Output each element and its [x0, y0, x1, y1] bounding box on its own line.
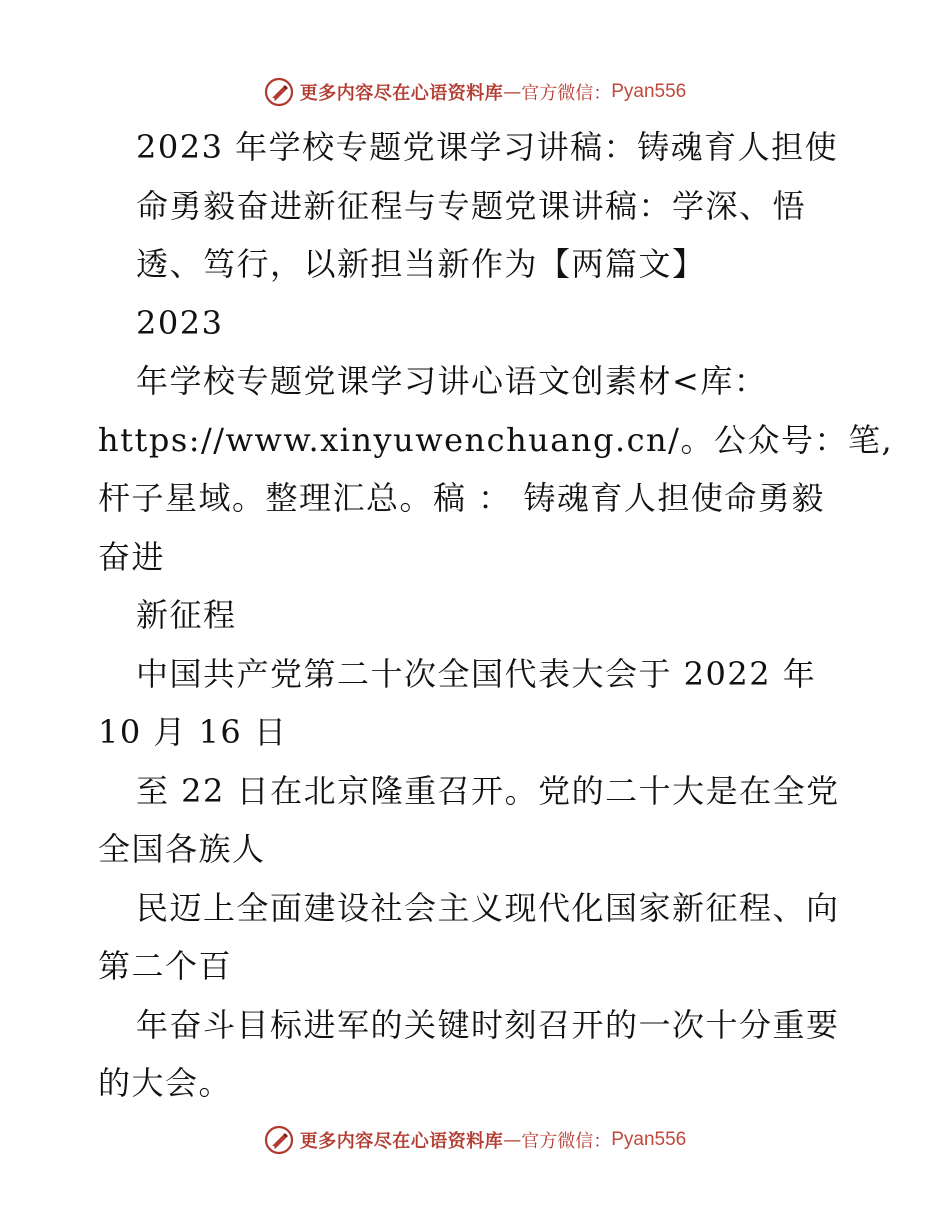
pen-logo-icon — [264, 1125, 294, 1155]
text-line: 的大会。 — [98, 1064, 233, 1102]
text-line: 中国共产党第二十次全国代表大会于 2022 年 — [136, 654, 817, 693]
text-line: 2023 年学校专题党课学习讲稿：铸魂育人担使 — [136, 128, 839, 166]
page-footer — [0, 1120, 950, 1160]
header-separator: — — [503, 81, 522, 103]
text-line: 命勇毅奋进新征程与专题党课讲稿：学深、悟 — [136, 186, 807, 225]
footer-wechat-label: 官方微信： — [521, 1131, 612, 1152]
header-wechat-label: 官方微信： — [521, 83, 612, 104]
text-line: 透、笃行，以新担当新作为【两篇文】 — [136, 245, 706, 283]
header-brand-text: 更多内容尽在心语资料库 — [299, 83, 504, 104]
text-line: 10 月 16 日 — [98, 713, 288, 751]
header-wechat-id: Pyan556 — [611, 81, 687, 102]
text-line: 民迈上全面建设社会主义现代化国家新征程、向 — [136, 888, 840, 927]
text-line: 年奋斗目标进军的关键时刻召开的一次十分重要 — [136, 1005, 840, 1044]
footer-separator: — — [503, 1129, 522, 1151]
text-line: 全国各族人 — [98, 830, 266, 868]
pen-logo-icon — [264, 77, 294, 107]
page-header — [0, 72, 950, 112]
document-body — [98, 118, 894, 1113]
text-line: 至 22 日在北京隆重召开。党的二十大是在全党 — [136, 771, 840, 810]
text-line: 年学校专题党课学习讲心语文创素材<库： — [136, 362, 768, 400]
text-line: 奋进 — [98, 537, 166, 576]
text-line: 新征程 — [136, 596, 237, 634]
text-line: 杆子星域。整理汇总。稿 ： 铸魂育人担使命勇毅 — [98, 479, 825, 517]
footer-brand-text: 更多内容尽在心语资料库 — [299, 1131, 504, 1152]
text-line: 2023 — [136, 303, 224, 342]
footer-wechat-id: Pyan556 — [611, 1129, 687, 1150]
text-line: https://www.xinyuwenchuang.cn/。公众号：笔, — [98, 420, 894, 459]
text-line: 第二个百 — [98, 947, 233, 985]
